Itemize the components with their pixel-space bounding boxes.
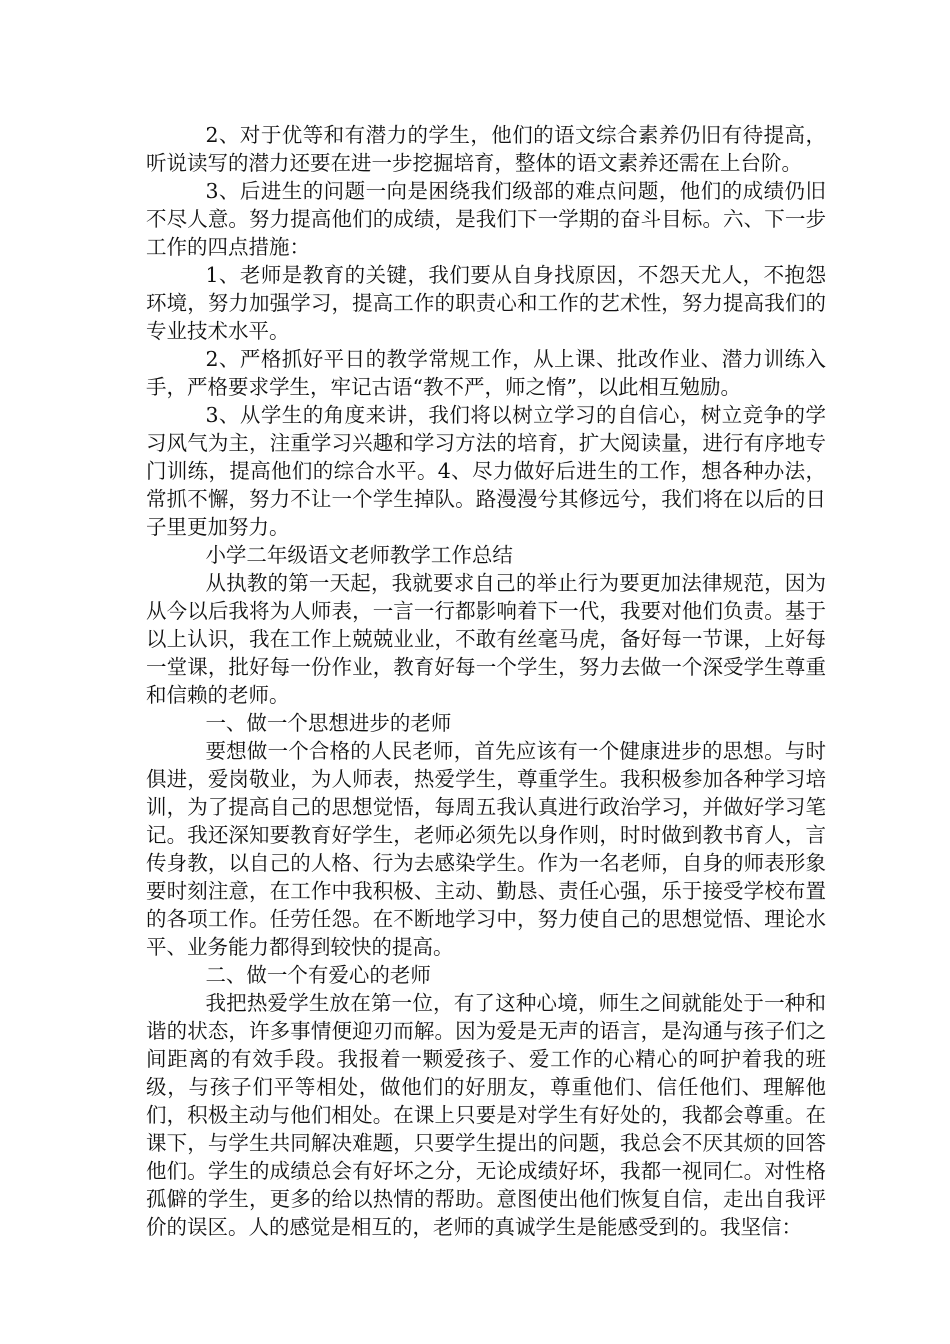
paragraph-8: 我把热爱学生放在第一位，有了这种心境，师生之间就能处于一种和谐的状态，许多事情便迎刃而解。因为爱是无声的语言，是沟通与孩子们之间距离的有效手段。我报着一颗爱孩子、爱工作的心精心的呵护着我的班级，与孩子们平等相处，做他们的好朋友，尊重他们、信任他们、理解他们，积极主动与他们相处。在课上只要是对学生有好处的，我都会尊重。在课下，与学生共同解决难题，只要学生提出的问题，我总会不厌其烦的回答他们。学生的成绩总会有好坏之分，无论成绩好坏，我都一视同仁。对性格孤僻的学生，更多的给以热情的帮助。意图使出他们恢复自信，走出自我评价的误区。人的感觉是相互的，老师的真诚学生是能感受到的。我坚信： (146, 991, 826, 1239)
paragraph-1: 2、对于优等和有潜力的学生，他们的语文综合素养仍旧有待提高，听说读写的潜力还要在进一步挖掘培育，整体的语文素养还需在上台阶。 (146, 123, 826, 175)
paragraph-5: 3、从学生的角度来讲，我们将以树立学习的自信心，树立竞争的学习风气为主，注重学习兴趣和学习方法的培育，扩大阅读量，进行有序地专门训练，提高他们的综合水平。4、尽力做好后进生的工作，想各种办法，常抓不懈，努力不让一个学生掉队。路漫漫兮其修远兮，我们将在以后的日子里更加努力。 (146, 403, 826, 539)
paragraph-6: 从执教的第一天起，我就要求自己的举止行为要更加法律规范，因为从今以后我将为人师表，一言一行都影响着下一代，我要对他们负责。基于以上认识，我在工作上兢兢业业，不敢有丝毫马虎，备好每一节课，上好每一堂课，批好每一份作业，教育好每一个学生，努力去做一个深受学生尊重和信赖的老师。 (146, 571, 826, 707)
heading-2: 二、做一个有爱心的老师 (205, 963, 431, 987)
paragraph-2: 3、后进生的问题一向是困绕我们级部的难点问题，他们的成绩仍旧不尽人意。努力提高他们的成绩，是我们下一学期的奋斗目标。六、下一步工作的四点措施： (146, 179, 826, 259)
paragraph-3: 1、老师是教育的关键，我们要从自身找原因，不怨天尤人，不抱怨环境，努力加强学习，提高工作的职责心和工作的艺术性，努力提高我们的专业技术水平。 (146, 263, 826, 343)
paragraph-4: 2、严格抓好平日的教学常规工作，从上课、批改作业、潜力训练入手，严格要求学生，牢记古语“教不严，师之惰”，以此相互勉励。 (146, 347, 826, 399)
section-title: 小学二年级语文老师教学工作总结 (205, 543, 513, 567)
paragraph-7: 要想做一个合格的人民老师，首先应该有一个健康进步的思想。与时俱进，爱岗敬业，为人师表，热爱学生，尊重学生。我积极参加各种学习培训，为了提高自己的思想觉悟，每周五我认真进行政治学习，并做好学习笔记。我还深知要教育好学生，老师必须先以身作则，时时做到教书育人，言传身教，以自己的人格、行为去感染学生。作为一名老师，自身的师表形象要时刻注意，在工作中我积极、主动、勤恳、责任心强，乐于接受学校布置的各项工作。任劳任怨。在不断地学习中，努力使自己的思想觉悟、理论水平、业务能力都得到较快的提高。 (146, 739, 826, 959)
heading-1: 一、做一个思想进步的老师 (205, 711, 452, 735)
document-page (146, 121, 826, 1241)
